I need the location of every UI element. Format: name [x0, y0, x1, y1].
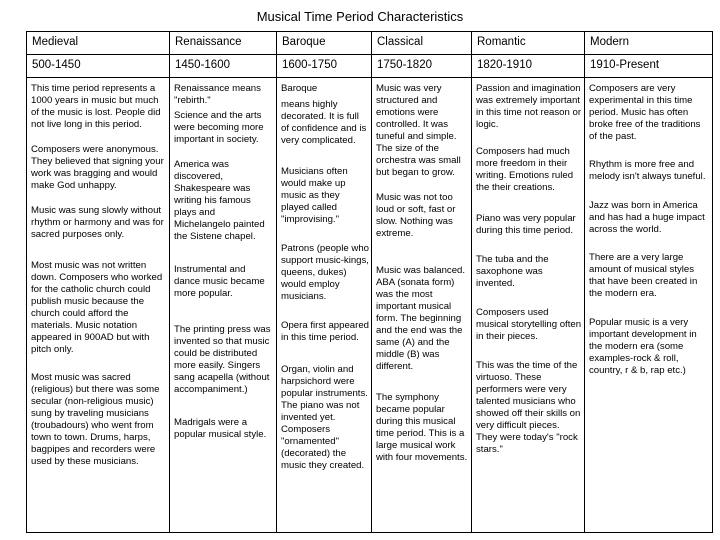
- characteristic-paragraph: Composers had much more freedom in their writing. Emotions ruled the their creations.: [476, 146, 574, 193]
- page-title: Musical Time Period Characteristics: [256, 9, 464, 24]
- years-cell: [277, 55, 372, 78]
- baroque-characteristics: [277, 78, 372, 533]
- classical-characteristics: [372, 78, 472, 533]
- header-cell: [585, 32, 713, 55]
- years-cell: [585, 55, 713, 78]
- characteristic-paragraph: Instrumental and dance music became more popular.: [174, 264, 265, 299]
- header-cell: [27, 32, 170, 55]
- characteristic-paragraph: This time period represents a 1000 years in music but much of the music is lost. People did not live long in this period.: [31, 83, 161, 130]
- years-cell: [472, 55, 585, 78]
- period-years: 1450-1600: [175, 59, 230, 71]
- romantic-characteristics: [472, 78, 585, 533]
- header-cell: [170, 32, 277, 55]
- period-name: Baroque: [282, 36, 326, 48]
- period-name: Modern: [590, 36, 629, 48]
- period-years: 1910-Present: [590, 59, 660, 71]
- characteristic-paragraph: Passion and imagination was extremely important in this time not reason or logic.: [476, 83, 582, 130]
- characteristic-paragraph: Rhythm is more free and melody isn't always tuneful.: [589, 159, 706, 182]
- characteristic-paragraph: Jazz was born in America and has had a huge impact across the world.: [589, 200, 705, 235]
- period-years: 1600-1750: [282, 59, 337, 71]
- period-years-row: [27, 55, 713, 78]
- period-name: Romantic: [477, 36, 526, 48]
- characteristic-paragraph: Music was not too loud or soft, fast or slow. Nothing was extreme.: [376, 192, 456, 239]
- characteristic-paragraph: Composers were anonymous. They believed that signing your work was bragging and would make God unhappy.: [31, 144, 164, 191]
- renaissance-characteristics: [170, 78, 277, 533]
- characteristic-paragraph: The tuba and the saxophone was invented.: [476, 254, 549, 289]
- characteristic-paragraph: This was the time of the virtuoso. These performers were very talented musicians who showed off their skills on very difficult pieces. They were today's "rock stars.": [476, 360, 581, 455]
- characteristic-paragraph: The symphony became popular during this musical time period. This is a large musical work with four movements.: [376, 392, 468, 463]
- header-cell: [372, 32, 472, 55]
- characteristic-paragraph: Madrigals were a popular musical style.: [174, 417, 267, 440]
- characteristic-paragraph: Most music was sacred (religious) but there was some secular (non-religious music) sung by traveling musicians (troubadours) who went from town to town. Drums, harps, bagpipes and recorders were used by these musicians.: [31, 372, 160, 467]
- period-name: Classical: [377, 36, 424, 48]
- characteristic-paragraph: means highly decorated. It is full of confidence and is very complicated.: [281, 99, 367, 146]
- characteristic-paragraph: The printing press was invented so that music could be distributed more easily. Singers sang acapella (without accompaniment.): [174, 324, 271, 395]
- characteristic-paragraph: Baroque: [281, 83, 318, 94]
- period-years: 500-1450: [32, 59, 81, 71]
- characteristic-paragraph: Opera first appeared in this time period.: [281, 320, 369, 343]
- medieval-characteristics: [27, 78, 170, 533]
- characteristics-row: [27, 78, 713, 533]
- years-cell: [27, 55, 170, 78]
- characteristic-paragraph: Renaissance means "rebirth.": [174, 83, 261, 106]
- characteristics-table: [26, 31, 713, 533]
- modern-characteristics: [585, 78, 713, 533]
- period-years: 1820-1910: [477, 59, 532, 71]
- characteristic-paragraph: Composers are very experimental in this time period. Music has often broke free of the traditions of the past.: [589, 83, 701, 142]
- characteristic-paragraph: There are a very large amount of musical styles that have been created in the modern era.: [589, 252, 698, 299]
- characteristic-paragraph: Composers used musical storytelling often in their pieces.: [476, 307, 582, 342]
- characteristic-paragraph: Musicians often would make up music as they played called "improvising.": [281, 166, 348, 225]
- characteristic-paragraph: Piano was very popular during this time period.: [476, 213, 576, 236]
- header-cell: [472, 32, 585, 55]
- header-cell: [277, 32, 372, 55]
- years-cell: [170, 55, 277, 78]
- period-years: 1750-1820: [377, 59, 432, 71]
- characteristic-paragraph: Science and the arts were becoming more important in society.: [174, 110, 264, 145]
- characteristic-paragraph: Music was balanced. ABA (sonata form) was the most important musical form. The beginning and the end was the same (A) and the middle (B) was different.: [376, 265, 466, 372]
- characteristic-paragraph: Music was very structured and emotions were controlled. It was tuneful and simple. The size of the orchestra was small but began to grow.: [376, 83, 461, 178]
- characteristic-paragraph: Popular music is a very important development in the modern era (some examples-rock & roll, country, r & b, rap etc.): [589, 317, 697, 376]
- characteristic-paragraph: Most music was not written down. Composers who worked for the catholic church could publish music because the church could afford the materials. Music notation appeared in 900AD but with pitch only.: [31, 260, 163, 355]
- period-name-row: [27, 32, 713, 55]
- characteristic-paragraph: Music was sung slowly without rhythm or harmony and was for sacred purposes only.: [31, 205, 164, 240]
- characteristic-paragraph: Organ, violin and harpsichord were popular instruments. The piano was not invented yet. Composers "ornamented" (decorated) the music they created.: [281, 364, 368, 471]
- period-name: Renaissance: [175, 36, 242, 48]
- years-cell: [372, 55, 472, 78]
- characteristic-paragraph: America was discovered, Shakespeare was writing his famous plays and Michelangelo painted the Sistene chapel.: [174, 159, 265, 242]
- period-name: Medieval: [32, 36, 79, 48]
- characteristic-paragraph: Patrons (people who support music-kings, queens, dukes) would employ musicians.: [281, 243, 369, 302]
